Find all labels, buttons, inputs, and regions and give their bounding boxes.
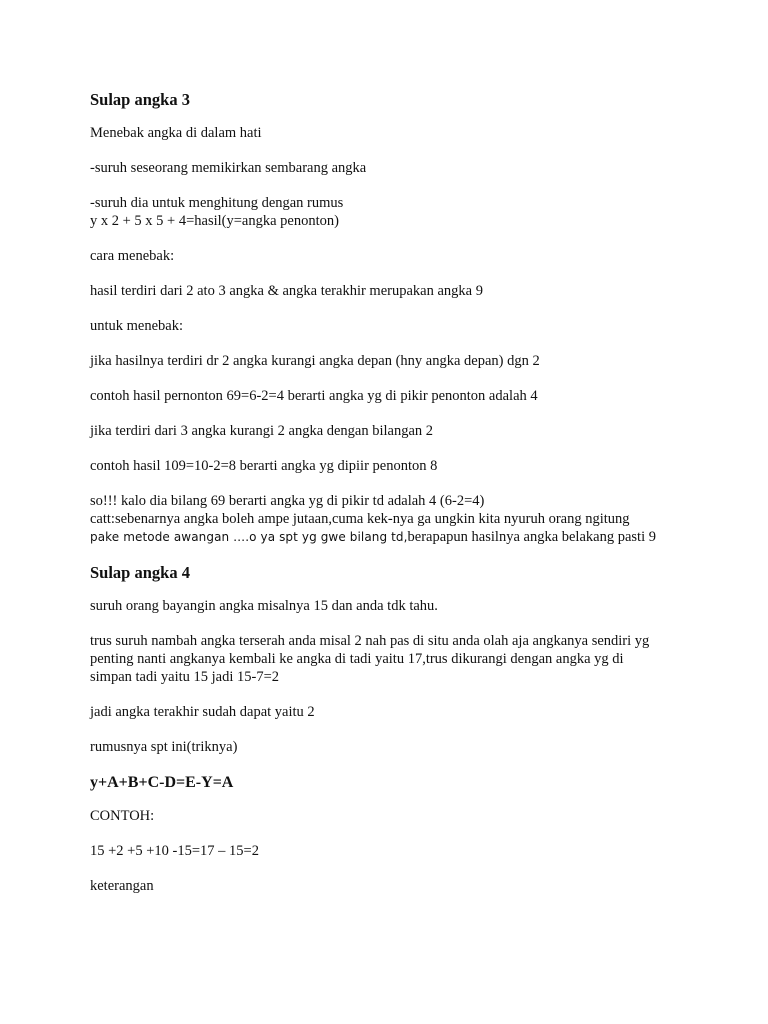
text-line: jika terdiri dari 3 angka kurangi 2 angka dengan bilangan 2 <box>90 423 434 439</box>
paragraph <box>90 282 730 300</box>
text-line: trus suruh nambah angka terserah anda misal 2 nah pas di situ anda olah aja angkanya sendiri yg <box>90 633 650 649</box>
paragraph <box>90 842 730 860</box>
text-span-sans: pake metode awangan ….o ya spt yg gwe bilang td, <box>90 530 408 544</box>
paragraph <box>90 422 730 440</box>
text-line: so!!! kalo dia bilang 69 berarti angka yg di pikir td adalah 4 (6-2=4) <box>90 493 485 509</box>
paragraph <box>90 124 730 142</box>
text-line: keterangan <box>90 878 154 894</box>
text-line: jika hasilnya terdiri dr 2 angka kurangi angka depan (hny angka depan) dgn 2 <box>90 353 540 369</box>
document-page <box>90 90 730 912</box>
text-line: catt:sebenarnya angka boleh ampe jutaan,cuma kek-nya ga ungkin kita nyuruh orang ngitung <box>90 511 630 527</box>
text-line: simpan tadi yaitu 15 jadi 15-7=2 <box>90 669 279 685</box>
paragraph <box>90 159 730 177</box>
text-line: hasil terdiri dari 2 ato 3 angka & angka terakhir merupakan angka 9 <box>90 283 483 299</box>
bold-formula: y+A+B+C-D=E-Y=A <box>90 774 234 791</box>
paragraph <box>90 807 730 825</box>
paragraph <box>90 317 730 335</box>
text-line: jadi angka terakhir sudah dapat yaitu 2 <box>90 704 315 720</box>
text-line: CONTOH: <box>90 808 155 824</box>
text-line: contoh hasil pernonton 69=6-2=4 berarti angka yg di pikir penonton adalah 4 <box>90 388 538 404</box>
paragraph <box>90 738 730 756</box>
text-line: penting nanti angkanya kembali ke angka di tadi yaitu 17,trus dikurangi dengan angka yg di <box>90 651 624 667</box>
paragraph <box>90 597 730 615</box>
text-line: untuk menebak: <box>90 318 184 334</box>
text-line: suruh orang bayangin angka misalnya 15 dan anda tdk tahu. <box>90 598 438 614</box>
section-3-title: Sulap angka 3 <box>90 90 190 109</box>
paragraph <box>90 387 730 405</box>
paragraph <box>90 194 730 230</box>
paragraph <box>90 632 730 686</box>
text-span-serif: berapapun hasilnya angka belakang pasti 9 <box>407 529 656 545</box>
paragraph <box>90 703 730 721</box>
paragraph <box>90 457 730 475</box>
text-line: rumusnya spt ini(triknya) <box>90 739 238 755</box>
text-line-mixed <box>90 528 730 546</box>
paragraph <box>90 492 730 546</box>
paragraph <box>90 247 730 265</box>
text-line: Menebak angka di dalam hati <box>90 125 262 141</box>
text-line: cara menebak: <box>90 248 175 264</box>
section-4-title: Sulap angka 4 <box>90 563 190 582</box>
text-line: -suruh dia untuk menghitung dengan rumus <box>90 195 344 211</box>
formula-line: y x 2 + 5 x 5 + 4=hasil(y=angka penonton) <box>90 213 339 229</box>
paragraph <box>90 877 730 895</box>
text-line: contoh hasil 109=10-2=8 berarti angka yg dipiir penonton 8 <box>90 458 438 474</box>
text-line: 15 +2 +5 +10 -15=17 – 15=2 <box>90 843 259 859</box>
paragraph <box>90 352 730 370</box>
text-line: -suruh seseorang memikirkan sembarang angka <box>90 160 367 176</box>
